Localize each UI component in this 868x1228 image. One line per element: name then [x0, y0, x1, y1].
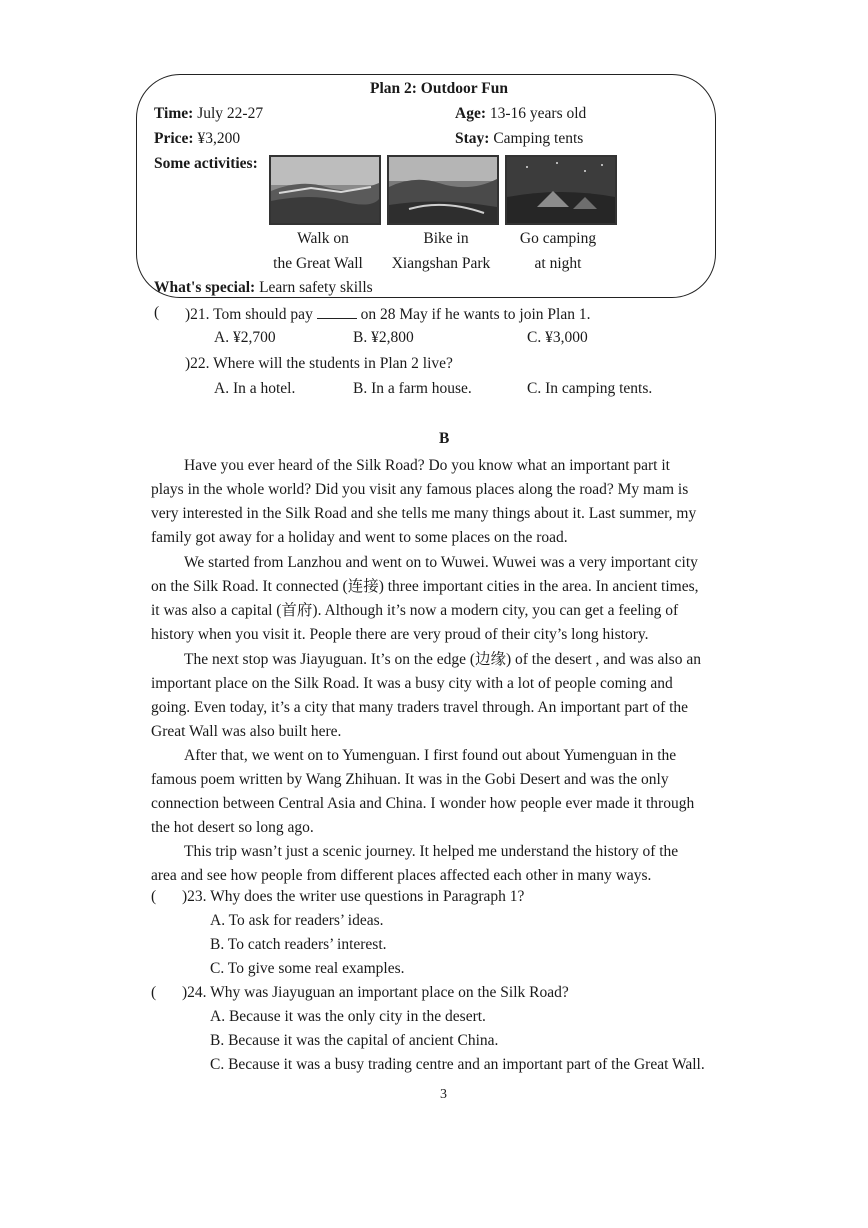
- paragraph-line: it was also a capital (首府). Although it’s now a modern city, you can get a feeling of: [151, 602, 679, 620]
- paragraph-line: very interested in the Silk Road and she tells me many things about it. Last summer, my: [151, 505, 697, 523]
- paragraph-line: The next stop was Jiayuguan. It’s on the edge (边缘) of the desert , and was also an: [184, 651, 701, 668]
- paragraph-line: We started from Lanzhou and went on to Wuwei. Wuwei was a very important city: [184, 554, 698, 571]
- q22-number: )22.: [185, 355, 210, 372]
- page-number: 3: [440, 1087, 447, 1102]
- q22-text: Where will the students in Plan 2 live?: [213, 355, 453, 372]
- q21-stem: [185, 304, 590, 324]
- paragraph-line: area and see how people from different places affected each other in many ways.: [151, 867, 652, 885]
- price-row: [154, 130, 240, 148]
- time-label: Time:: [154, 105, 194, 122]
- q21-option-c[interactable]: C. ¥3,000: [527, 329, 588, 346]
- paragraph-line: connection between Central Asia and China. I wonder how people ever made it through: [151, 795, 695, 813]
- q24-text: Why was Jiayuguan an important place on the Silk Road?: [210, 984, 569, 1001]
- activity-3-line2: at night: [534, 255, 582, 272]
- xiangshan-park-photo: [387, 155, 499, 225]
- special-label: What's special:: [154, 279, 256, 296]
- time-row: [154, 105, 263, 123]
- q24-option-a[interactable]: A. Because it was the only city in the desert.: [210, 1008, 486, 1025]
- section-b-heading: B: [439, 430, 450, 447]
- paragraph-line: important place on the Silk Road. It was a busy city with a lot of people coming and: [151, 675, 673, 693]
- q21-option-b[interactable]: B. ¥2,800: [353, 329, 414, 346]
- paragraph-line: Have you ever heard of the Silk Road? Do you know what an important part it: [184, 457, 670, 474]
- q24-option-c[interactable]: C. Because it was a busy trading centre and an important part of the Great Wall.: [210, 1056, 705, 1073]
- paragraph-line: famous poem written by Wang Zhihuan. It was in the Gobi Desert and was the only: [151, 771, 669, 789]
- activity-3-line1: Go camping: [519, 230, 597, 247]
- q23-option-a[interactable]: A. To ask for readers’ ideas.: [210, 912, 384, 929]
- activity-1-line1: Walk on: [297, 230, 349, 247]
- plan-title: Plan 2: Outdoor Fun: [370, 80, 508, 97]
- great-wall-photo: [269, 155, 381, 225]
- paragraph-4: [151, 744, 737, 840]
- time-value: July 22-27: [197, 105, 264, 122]
- q23-option-b[interactable]: B. To catch readers’ interest.: [210, 936, 387, 953]
- activity-1-line2: the Great Wall: [273, 255, 363, 272]
- paragraph-1: [151, 454, 737, 550]
- paragraph-2: [151, 551, 737, 647]
- activity-2-line2: Xiangshan Park: [391, 255, 491, 272]
- paragraph-line: This trip wasn’t just a scenic journey. It helped me understand the history of the: [184, 843, 679, 860]
- q23-option-c[interactable]: C. To give some real examples.: [210, 960, 405, 977]
- paragraph-line: going. Even today, it’s a city that many traders travel through. An important part of the: [151, 699, 689, 717]
- paragraph-line: After that, we went on to Yumenguan. I first found out about Yumenguan in the: [184, 747, 677, 764]
- paragraph-line: plays in the whole world? Did you visit any famous places along the road? My mam is: [151, 481, 689, 499]
- age-label: Age:: [455, 105, 486, 122]
- q21-bracket: (: [154, 304, 160, 321]
- q23-stem: [182, 888, 524, 906]
- q22-option-a[interactable]: A. In a hotel.: [214, 380, 296, 397]
- special-value: Learn safety skills: [259, 279, 373, 296]
- q21-option-a[interactable]: A. ¥2,700: [214, 329, 276, 346]
- age-value: 13-16 years old: [489, 105, 587, 122]
- paragraph-line: on the Silk Road. It connected (连接) three important cities in the area. In ancient times,: [151, 578, 699, 596]
- paragraph-line: history when you visit it. People there are very proud of their city’s long history.: [151, 626, 649, 644]
- q23-number: )23.: [182, 888, 207, 905]
- q24-stem: [182, 984, 569, 1002]
- price-label: Price:: [154, 130, 194, 147]
- q21-text-after: on 28 May if he wants to join Plan 1.: [360, 306, 591, 323]
- q24-bracket: (: [151, 984, 157, 1001]
- q23-bracket: (: [151, 888, 157, 905]
- paragraph-line: Great Wall was also built here.: [151, 723, 342, 741]
- q24-option-b[interactable]: B. Because it was the capital of ancient China.: [210, 1032, 499, 1049]
- age-row: [455, 105, 586, 123]
- q24-number: )24.: [182, 984, 207, 1001]
- q21-text-before: Tom should pay: [213, 306, 313, 323]
- paragraph-5: [151, 840, 737, 888]
- q22-stem: [185, 355, 453, 373]
- stay-label: Stay:: [455, 130, 490, 147]
- special-row: [154, 279, 373, 297]
- q22-option-b[interactable]: B. In a farm house.: [353, 380, 472, 397]
- activity-2-line1: Bike in: [423, 230, 469, 247]
- q22-option-c[interactable]: C. In camping tents.: [527, 380, 653, 397]
- q21-blank[interactable]: [317, 304, 357, 319]
- paragraph-3: [151, 648, 737, 744]
- stay-row: [455, 130, 583, 148]
- q23-text: Why does the writer use questions in Paragraph 1?: [210, 888, 525, 905]
- paragraph-line: the hot desert so long ago.: [151, 819, 314, 837]
- paragraph-line: family got away for a holiday and went to some places on the road.: [151, 529, 568, 547]
- q21-number: )21.: [185, 306, 210, 323]
- camping-photo: [505, 155, 617, 225]
- stay-value: Camping tents: [493, 130, 584, 147]
- price-value: ¥3,200: [197, 130, 241, 147]
- activities-label: Some activities:: [154, 155, 258, 172]
